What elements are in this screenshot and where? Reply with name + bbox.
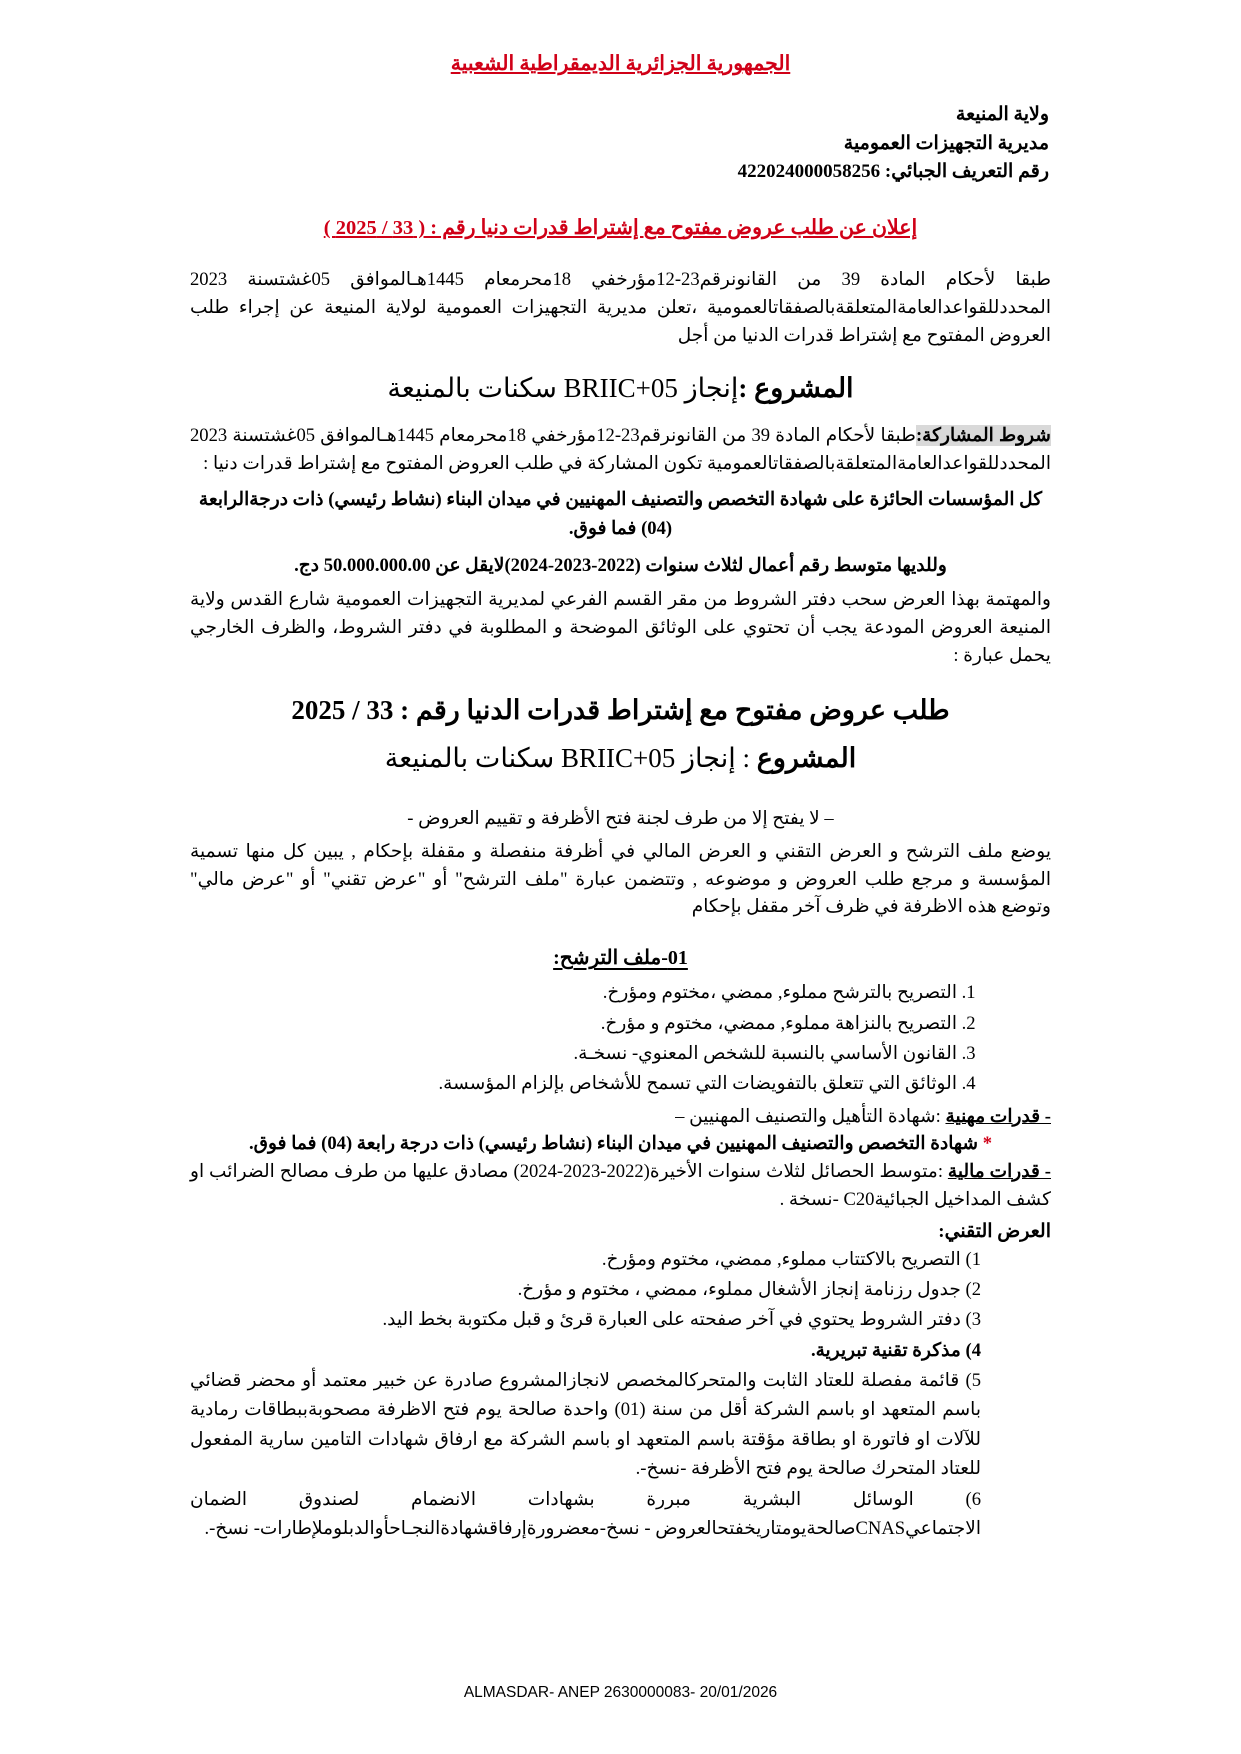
envelope-project-line [190, 740, 1051, 778]
financial-capacity-text: :متوسط الحصائل لثلاث سنوات الأخيرة(2022-2023-2024) مصادق عليها من طرف مصالح الضرائب او كشف المداخيل الجبائيةC20 -نسخة . [190, 1160, 1051, 1210]
financial-capacity-label: - قدرات مالية [947, 1160, 1051, 1182]
professional-capacity-label: - قدرات مهنية [945, 1105, 1051, 1127]
technical-offer-list [190, 1245, 991, 1544]
withdrawal-paragraph: والمهتمة بهذا العرض سحب دفتر الشروط من مقر القسم الفرعي لمديرية التجهيزات العمومية شارع القدس ولاية المنيعة العروض المودعة يجب أن تحتوي على الوثائق الموضحة و المطلوبة في دفتر الشروط، والظرف الخارجي يحمل عبارة : [190, 589, 1051, 667]
footer-text: ALMASDAR- ANEP 2630000083- 20/01/2026 [463, 1684, 778, 1701]
tax-id-line: رقم التعريف الجبائي: 422024000058256 [737, 161, 1049, 183]
requirement-turnover: وللديها متوسط رقم أعمال لثلاث سنوات (2022-2023-2024)لايقل عن 50.000.000.00 دج. [294, 554, 947, 576]
envelope-title: طلب عروض مفتوح مع إشتراط قدرات الدنيا رقم : 33 / 2025 [291, 695, 950, 726]
participation-conditions-paragraph [190, 422, 1051, 478]
list-item: 1. التصريح بالترشح مملوء, ممضي ،مختوم ومؤرخ. [190, 978, 957, 1007]
professional-capacity-text: :شهادة التأهيل والتصنيف المهنيين – [675, 1105, 946, 1127]
envelopes-paragraph: يوضع ملف الترشح و العرض التقني و العرض المالي في أظرفة منفصلة و مقفلة بإحكام , يبين كل منها تسمية المؤسسة و مرجع طلب العروض و موضوعه , وتتضمن عبارة "ملف الترشح" أو "عرض تقني" أو "عرض مالي" وتوضع هذه الاظرفة في ظرف آخر مقفل بإحكام [190, 840, 1051, 918]
list-item: جدول رزنامة إنجاز الأشغال مملوء، ممضي ، مختوم و مؤرخ. [517, 1278, 961, 1300]
list-item: التصريح بالاكتتاب مملوء, ممضي، مختوم ومؤرخ. [601, 1248, 961, 1270]
list-item: دفتر الشروط يحتوي في آخر صفحته على العبارة قرئ و قبل مكتوبة بخط اليد. [382, 1309, 961, 1331]
list-item: قائمة مفصلة للعتاد الثابت والمتحركالمخصص لانجازالمشروع صادرة عن خبير معتمد أو محضر قضائي باسم المتعهد او باسم الشركة أقل من سنة (01) واحدة صالحة يوم فتح الاظرفة مصحوبةببطاقات رمادية للآلات او فاتورة او بطاقة مؤقتة باسم المتعهد او باسم الشركة مع ارفاق شهادات التامين سارية المفعول للعتاد المتحرك صالحة يوم فتح الأظرفة -نسخ-. [190, 1370, 981, 1480]
list-item: 2. التصريح بالنزاهة مملوء, ممضي، مختوم و مؤرخ. [190, 1009, 957, 1038]
republic-header: الجمهورية الجزائرية الديمقراطية الشعبية [450, 53, 791, 75]
candidature-file-list [190, 978, 991, 1099]
page-footer [0, 1684, 1241, 1702]
professional-capacity-bold: شهادة التخصص والتصنيف المهنيين في ميدان البناء (نشاط رئيسي) ذات درجة رابعة (04) فما فوق. [248, 1132, 979, 1154]
section-01-heading-text: 01-ملف الترشح: [553, 947, 688, 970]
committee-open-note: – لا يفتح إلا من طرف لجنة فتح الأظرفة و تقييم العروض - [407, 807, 834, 829]
list-item: مذكرة تقنية تبريرية. [810, 1339, 961, 1361]
wilaya-line: ولاية المنيعة [955, 103, 1049, 125]
envelope-project-name: : إنجاز BRIIC+05 سكنات بالمنيعة [384, 742, 757, 773]
list-item: 3. القانون الأساسي بالنسبة للشخص المعنوي- نسخـة. [190, 1039, 957, 1068]
requirement-classification: كل المؤسسات الحائزة على شهادة التخصص والتصنيف المهنيين في ميدان البناء (نشاط رئيسي) ذات درجةالرابعة (04) فما فوق. [198, 488, 1043, 539]
list-item: 4. الوثائق التي تتعلق بالتفويضات التي تسمح للأشخاص بإلزام المؤسسة. [190, 1069, 957, 1098]
announcement-title: إعلان عن طلب عروض مفتوح مع إشتراط قدرات دنيا رقم : ( 33 / 2025 ) [323, 217, 918, 240]
technical-offer-heading: العرض التقني: [938, 1220, 1051, 1242]
directorate-line: مديرية التجهيزات العمومية [843, 132, 1049, 154]
professional-capacity-highlight [190, 1133, 1051, 1155]
section-01-heading [190, 945, 1051, 970]
professional-capacity-line [190, 1103, 1051, 1131]
participation-conditions-label: شروط المشاركة: [915, 425, 1051, 447]
project-title-line [190, 370, 1051, 406]
project-label: المشروع : [738, 372, 854, 403]
administration-block [190, 101, 1049, 188]
intro-paragraph: طبقا لأحكام المادة 39 من القانونرقم23-12مؤرخفي 18محرمعام 1445هـالموافق 05غشتسنة 2023 المحددللقواعدالعامةالمتعلقةبالصفقاتالعمومية ،تعلن مديرية التجهيزات العمومية لولاية المنيعة عن إجراء طلب العروض المفتوح مع إشتراط قدرات الدنيا من أجل [190, 269, 1051, 346]
financial-capacity-line [190, 1158, 1051, 1214]
envelope-project-label: المشروع [756, 742, 857, 773]
project-name: إنجاز BRIIC+05 سكنات بالمنيعة [387, 372, 739, 403]
asterisk-icon: * [982, 1132, 993, 1154]
participation-conditions-text: طبقا لأحكام المادة 39 من القانونرقم23-12مؤرخفي 18محرمعام 1445هـالموافق 05غشتسنة 2023 المحددللقواعدالعامةالمتعلقةبالصفقاتالعمومية تكون المشاركة في طلب العروض المفتوح مع إشتراط قدرات دنيا : [190, 425, 1051, 475]
list-item: الوسائل البشرية مبررة بشهادات الانضمام لصندوق الضمان الاجتماعيCNASصالحةيومتاريخفتحالعروض - نسخ-معضرورةإرفاقشهادةالنجـاحأوالدبلوملإطارات- نسخ-. [190, 1488, 981, 1539]
